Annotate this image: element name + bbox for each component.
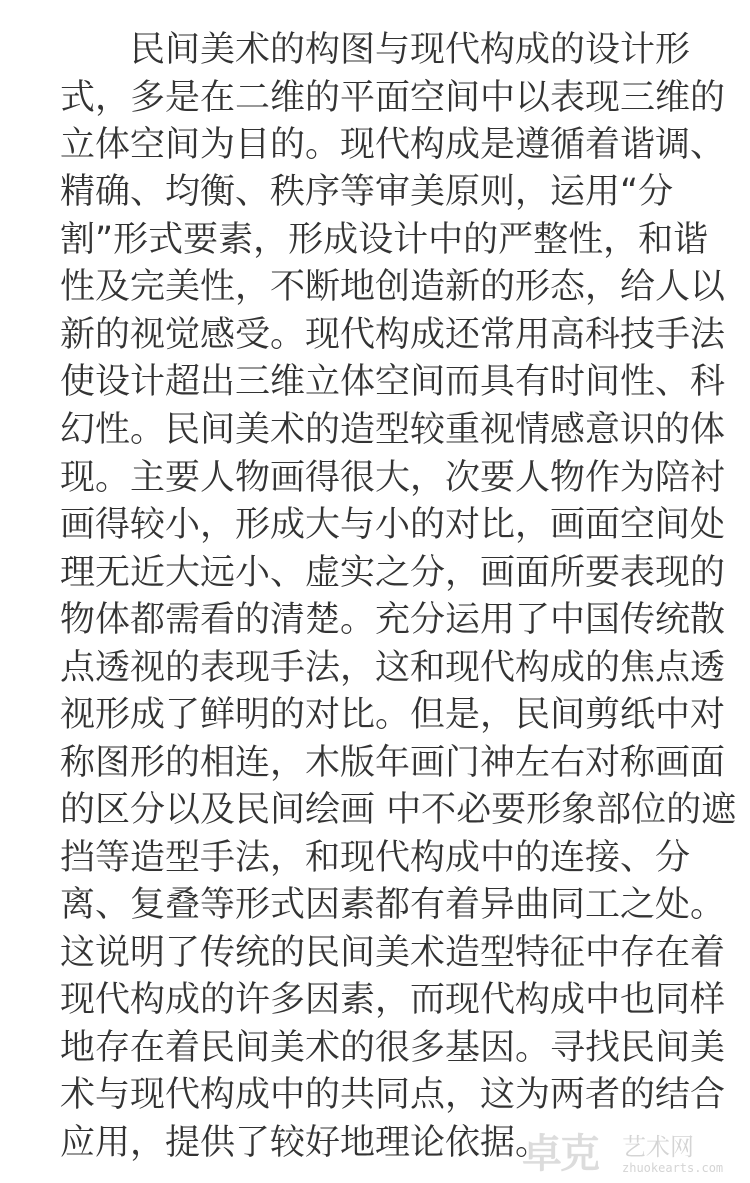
- watermark-logo: 卓克: [522, 1131, 598, 1177]
- text-line: 术与现代构成中的共同点，这为两者的结合: [60, 1075, 726, 1115]
- watermark-domain: zhuokearts.com: [622, 1161, 724, 1175]
- text-line: 幻性。民间美术的造型较重视情感意识的体: [60, 410, 726, 450]
- text-line: 挡等造型手法，和现代构成中的连接、分: [60, 838, 691, 878]
- text-line: 立体空间为目的。现代构成是遵循着谐调、: [60, 125, 726, 165]
- text-line: 离、复叠等形式因素都有着异曲同工之处。: [60, 885, 726, 925]
- text-line: 性及完美性，不断地创造新的形态，给人以: [60, 267, 726, 307]
- text-line: 称图形的相连，木版年画门神左右对称画面: [60, 743, 726, 783]
- text-line: 理无近大远小、虚实之分，画面所要表现的: [60, 553, 726, 593]
- text-line: 应用，提供了较好地理论依据。: [60, 1123, 551, 1163]
- text-line: 点透视的表现手法，这和现代构成的焦点透: [60, 648, 726, 688]
- text-line: 现代构成的许多因素，而现代构成中也同样: [60, 980, 726, 1020]
- text-line: 的区分以及民间绘画 中不必要形象部位的遮: [60, 790, 737, 830]
- text-line: 精确、均衡、秩序等审美原则，运用“分: [60, 172, 674, 212]
- watermark-name: 艺术网: [622, 1133, 694, 1161]
- text-line: 民间美术的构图与现代构成的设计形: [130, 30, 691, 70]
- text-line: 画得较小，形成大与小的对比，画面空间处: [60, 505, 726, 545]
- text-line: 视形成了鲜明的对比。但是，民间剪纸中对: [60, 695, 726, 735]
- text-line: 地存在着民间美术的很多基因。寻找民间美: [60, 1028, 726, 1068]
- text-line: 割”形式要素，形成设计中的严整性，和谐: [60, 220, 709, 260]
- text-line: 现。主要人物画得很大，次要人物作为陪衬: [60, 458, 726, 498]
- text-line: 物体都需看的清楚。充分运用了中国传统散: [60, 600, 726, 640]
- text-line: 使设计超出三维立体空间而具有时间性、科: [60, 362, 726, 402]
- text-line: 这说明了传统的民间美术造型特征中存在着: [60, 933, 726, 973]
- watermark: [522, 1132, 732, 1177]
- text-line: 新的视觉感受。现代构成还常用高科技手法: [60, 315, 726, 355]
- text-line: 式，多是在二维的平面空间中以表现三维的: [60, 78, 726, 118]
